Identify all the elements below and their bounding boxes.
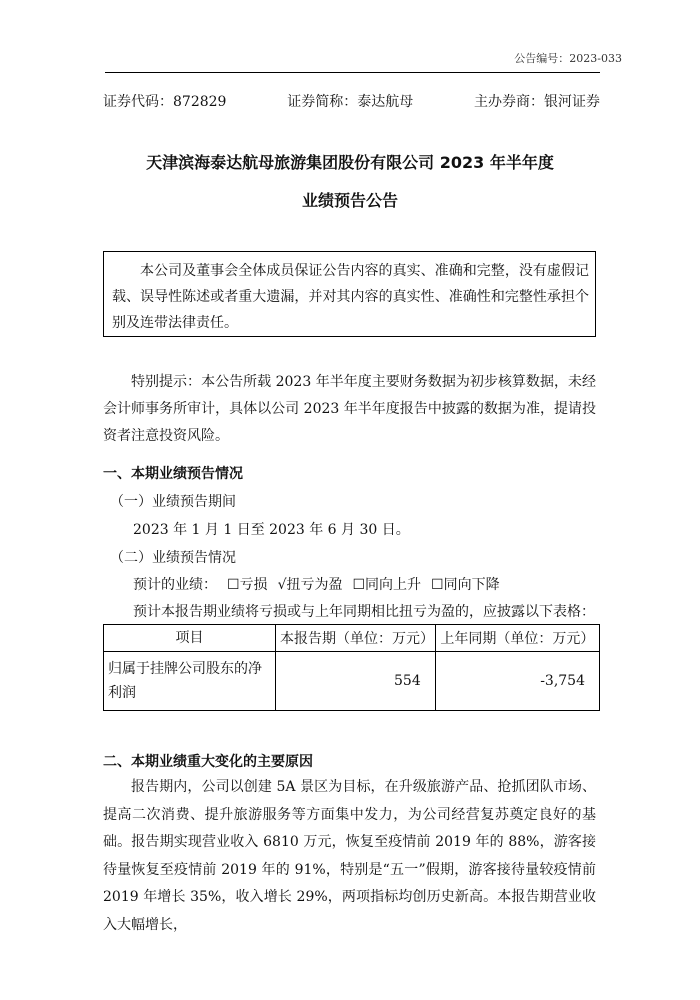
checkmark-icon: √ [277, 577, 287, 593]
document-title-line2: 业绩预告公告 [301, 191, 398, 210]
securities-name: 证券简称：泰达航母 [287, 94, 414, 110]
sponsor-broker: 主办券商：银河证券 [473, 94, 600, 110]
checkbox-icon: ☐ [431, 577, 444, 593]
announcement-number: 公告编号：2023-033 [514, 52, 622, 65]
checkbox-icon: ☐ [352, 577, 366, 593]
option-turnaround: √扭亏为盈 [277, 577, 343, 593]
table-header-prior: 上年同期（单位：万元） [435, 625, 599, 652]
section1-heading: 一、本期业绩预告情况 [103, 466, 243, 482]
special-notice: 特别提示：本公告所载 2023 年半年度主要财务数据为初步核算数据，未经会计师事务所审计，具体以公司 2023 年半年度报告中披露的数据为准，提请投资者注意投资风险。 [103, 374, 596, 444]
forecast-type-row [133, 574, 500, 594]
table-header-item: 项目 [104, 625, 276, 652]
forecast-table [103, 624, 600, 711]
table-row [104, 652, 600, 711]
forecast-subheading: （二）业绩预告情况 [110, 550, 236, 566]
forecast-type-label: 预计的业绩： [133, 577, 217, 593]
net-profit-current: 554 [276, 652, 436, 711]
forecast-period: 2023 年 1 月 1 日至 2023 年 6 月 30 日。 [133, 522, 410, 538]
declaration-box: 本公司及董事会全体成员保证公告内容的真实、准确和完整，没有虚假记载、误导性陈述或者重大遗漏，并对其内容的真实性、准确性和完整性承担个别及连带法律责任。 [103, 251, 596, 337]
option-increase: ☐同向上升 [352, 577, 422, 593]
option-decrease: ☐同向下降 [431, 577, 500, 593]
net-profit-prior: -3,754 [435, 652, 599, 711]
table-intro: 预计本报告期业绩将亏损或与上年同期相比扭亏为盈的，应披露以下表格： [133, 604, 595, 620]
net-profit-label: 归属于挂牌公司股东的净利润 [104, 652, 276, 711]
option-loss: ☐亏损 [227, 577, 268, 593]
securities-info-row [103, 91, 600, 111]
checkbox-icon: ☐ [227, 577, 240, 593]
document-title-line1: 天津滨海泰达航母旅游集团股份有限公司 2023 年半年度 [146, 153, 554, 172]
table-header-current: 本报告期（单位：万元） [276, 625, 436, 652]
securities-code: 证券代码：872829 [103, 94, 227, 110]
section2-heading: 二、本期业绩重大变化的主要原因 [103, 754, 313, 770]
period-subheading: （一）业绩预告期间 [110, 494, 236, 510]
header-divider [105, 72, 600, 73]
section2-body: 报告期内，公司以创建 5A 景区为目标，在升级旅游产品、抢抓团队市场、提高二次消费、提升旅游服务等方面集中发力，为公司经营复苏奠定良好的基础。报告期实现营业收入 6810 万元，恢复至疫情前 2019 年的 88%，游客接待量恢复至疫情前 2019 年的 91%，特别是“五一”假期，游客接待量较疫情前 2019 年增长 35%，收入增长 29%，两项指标均创历史新高。本报告期营业收入大幅增长， [103, 779, 596, 933]
table-header-row [104, 625, 600, 652]
